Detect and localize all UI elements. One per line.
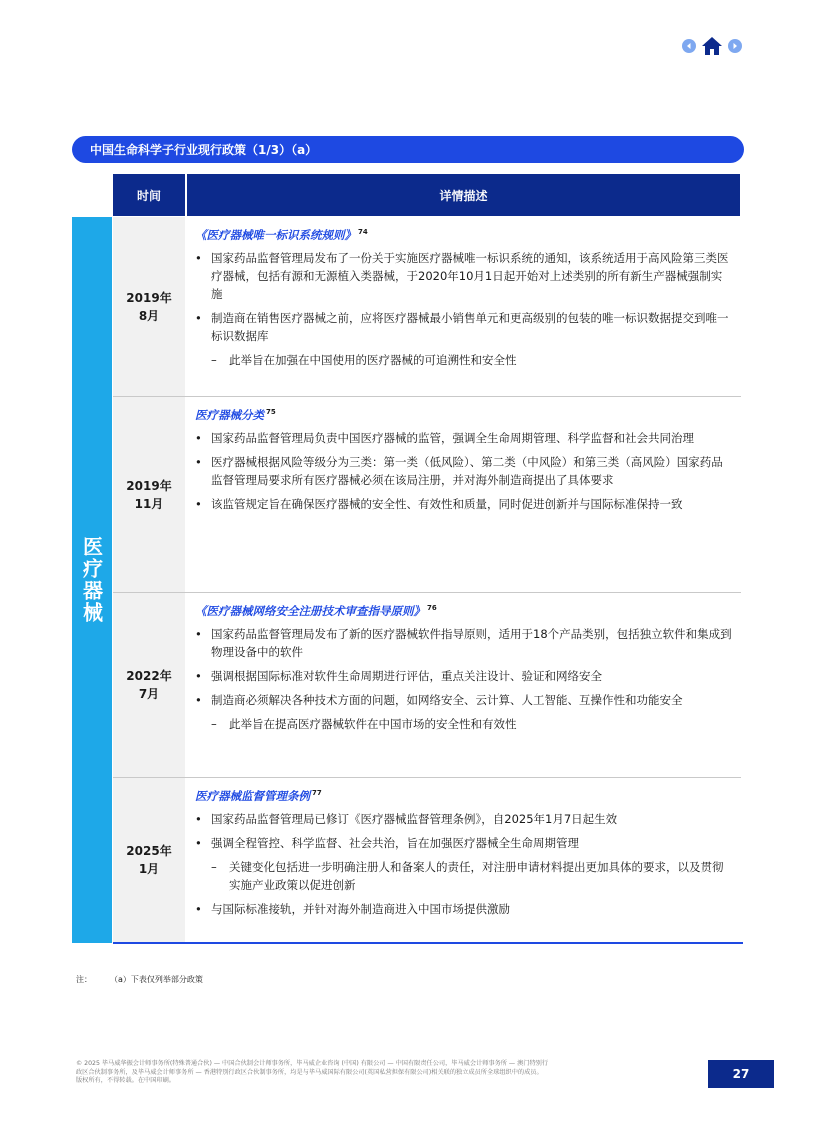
policy-title: 医疗器械分类 $^{75}$	[195, 408, 276, 422]
row-date: 2019年 8月	[113, 217, 185, 396]
list-item: • 与国际标准接轨，并针对海外制造商进入中国市场提供激励	[195, 900, 733, 918]
list-item: • 强调根据国际标准对软件生命周期进行评估，重点关注设计、验证和网络安全	[195, 667, 733, 685]
list-item: • 制造商在销售医疗器械之前，应将医疗器械最小销售单元和更高级别的包装的唯一标识数据提交到唯一标识数据库	[195, 309, 733, 345]
category-sidebar	[72, 217, 112, 943]
footnote-ref: 75	[266, 408, 276, 417]
table-row	[113, 397, 741, 593]
page-number: 27	[708, 1060, 774, 1088]
legal-footer: © 2025 毕马威华振会计师事务所(特殊普通合伙) — 中国合伙制会计师事务所，毕马威企业咨询 (中国) 有限公司 — 中国有限责任公司，毕马威会计师事务所 — 澳门特别行 政区合伙制事务所，及毕马威会计师事务所 — 香港特别行政区合伙制事务所，均是与毕马威国际有限公司(英国私营担保有限公司)相关联的独立成员所全球组织中的成员。 版权所有，不得转载。在中国印刷。	[76, 1060, 549, 1084]
row-description	[185, 593, 741, 777]
category-label: 医疗器械	[79, 536, 104, 624]
policy-title: 《医疗器械网络安全注册技术审查指导原则》 $^{76}$	[195, 604, 437, 618]
home-icon[interactable]	[700, 34, 724, 58]
row-description	[185, 397, 741, 592]
table-row	[113, 593, 741, 778]
row-date: 2019年 11月	[113, 397, 185, 592]
list-item: • 国家药品监督管理局发布了一份关于实施医疗器械唯一标识系统的通知，该系统适用于高风险第三类医疗器械，包括有源和无源植入类器械，于2020年10月1日起开始对上述类别的所有新生产器械强制实施	[195, 249, 733, 303]
footnote-ref: 77	[312, 789, 322, 798]
section-banner	[72, 136, 744, 163]
list-item: • 国家药品监督管理局负责中国医疗器械的监管，强调全生命周期管理、科学监督和社会共同治理	[195, 429, 733, 447]
row-date: 2022年 7月	[113, 593, 185, 777]
table-row	[113, 217, 741, 397]
list-item: • 该监管规定旨在确保医疗器械的安全性、有效性和质量，同时促进创新并与国际标准保持一致	[195, 495, 733, 513]
header-description: 详情描述	[187, 174, 740, 216]
table-bottom-rule	[113, 942, 743, 944]
list-item: • 制造商必须解决各种技术方面的问题，如网络安全、云计算、人工智能、互操作性和功能安全	[195, 691, 733, 709]
chevron-right-icon[interactable]	[728, 39, 742, 53]
policy-title: 《医疗器械唯一标识系统规则》 $^{74}$	[195, 228, 368, 242]
sub-list-item: – 此举旨在加强在中国使用的医疗器械的可追溯性和安全性	[195, 351, 733, 369]
list-item: • 国家药品监督管理局发布了新的医疗器械软件指导原则，适用于18个产品类别，包括独立软件和集成到物理设备中的软件	[195, 625, 733, 661]
page-navigation	[682, 34, 742, 58]
list-item: • 医疗器械根据风险等级分为三类：第一类（低风险）、第二类（中风险）和第三类（高风险）国家药品监督管理局要求所有医疗器械必须在该局注册，并对海外制造商提出了具体要求	[195, 453, 733, 489]
list-item: • 强调全程管控、科学监督、社会共治，旨在加强医疗器械全生命周期管理	[195, 834, 733, 852]
sub-list-item: – 此举旨在提高医疗器械软件在中国市场的安全性和有效性	[195, 715, 733, 733]
section-title: 中国生命科学子行业现行政策（1/3）（a）	[90, 143, 318, 157]
note-label: 注：	[76, 975, 92, 984]
list-item: • 国家药品监督管理局已修订《医疗器械监督管理条例》，自2025年1月7日起生效	[195, 810, 733, 828]
row-description	[185, 217, 741, 396]
header-time: 时间	[113, 174, 185, 216]
row-description	[185, 778, 741, 942]
note-text: （a）下表仅列举部分政策	[110, 975, 203, 984]
sub-list-item: – 关键变化包括进一步明确注册人和备案人的责任，对注册申请材料提出更加具体的要求，以及贯彻实施产业政策以促进创新	[195, 858, 733, 894]
policy-title: 医疗器械监督管理条例 $^{77}$	[195, 789, 322, 803]
table-row	[113, 778, 741, 942]
table-note	[76, 974, 203, 985]
chevron-left-icon[interactable]	[682, 39, 696, 53]
row-date: 2025年 1月	[113, 778, 185, 942]
footnote-ref: 74	[358, 228, 368, 237]
footnote-ref: 76	[427, 604, 437, 613]
